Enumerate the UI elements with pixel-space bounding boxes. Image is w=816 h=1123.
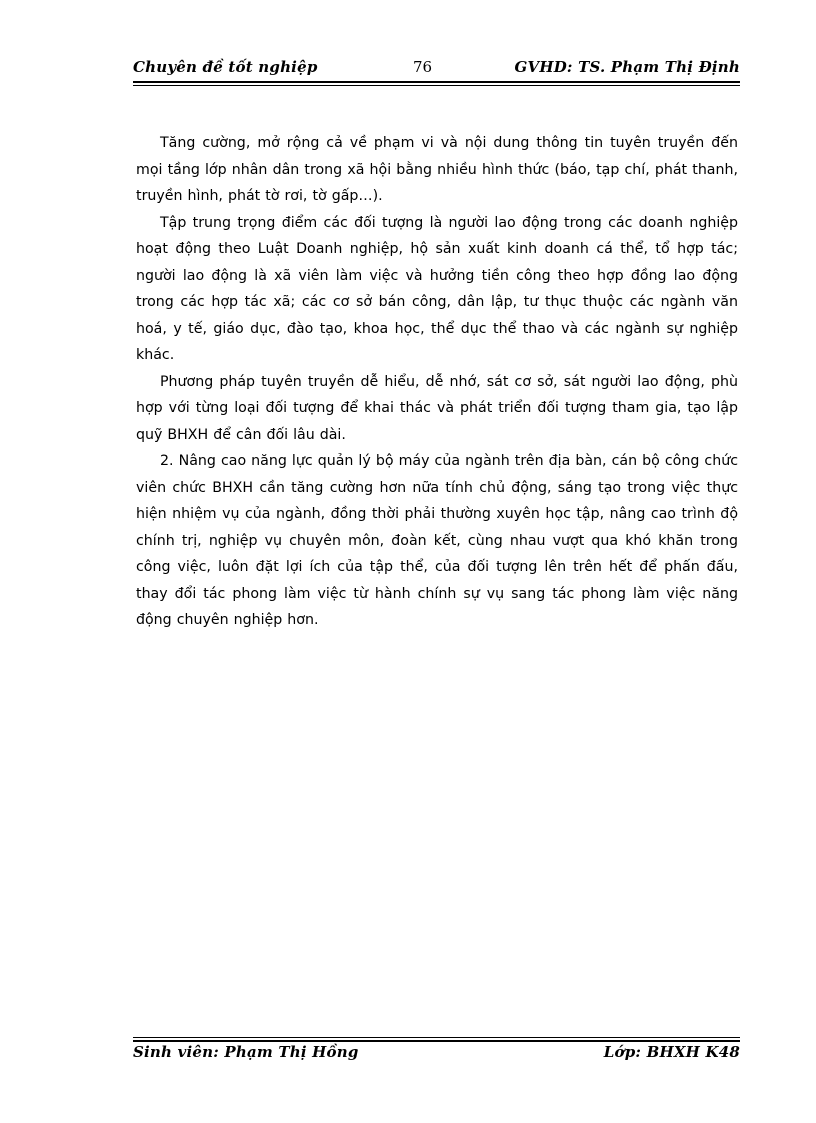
footer-class: Lớp: BHXH K48	[603, 1043, 740, 1061]
footer-rule-thin	[133, 1037, 740, 1038]
paragraph: Tăng cường, mở rộng cả về phạm vi và nội dung thông tin tuyên truyền đến mọi tầng lớp nhân dân trong xã hội bằng nhiều hình thức (báo, tạp chí, phát thanh, truyền hình, phát tờ rơi, tờ gấp…).	[136, 135, 738, 204]
header-title: Chuyên đề tốt nghiệp	[133, 58, 318, 76]
paragraph: Tập trung trọng điểm các đối tượng là người lao động trong các doanh nghiệp hoạt động theo Luật Doanh nghiệp, hộ sản xuất kinh doanh cá thể, tổ hợp tác; người lao động là xã viên làm việc và hưởng tiền công theo hợp đồng lao động trong các hợp tác xã; các cơ sở bán công, dân lập, tư thục thuộc các ngành văn hoá, y tế, giáo dục, đào tạo, khoa học, thể dục thể thao và các ngành sự nghiệp khác.	[136, 214, 738, 363]
header-rule-thick	[133, 81, 740, 83]
page-header	[133, 58, 740, 82]
paragraph: 2. Nâng cao năng lực quản lý bộ máy của ngành trên địa bàn, cán bộ công chức viên chức BHXH cần tăng cường hơn nữa tính chủ động, sáng tạo trong việc thực hiện nhiệm vụ của ngành, đồng thời phải thường xuyên học tập, nâng cao trình độ chính trị, nghiệp vụ chuyên môn, đoàn kết, cùng nhau vượt qua khó khăn trong công việc, luôn đặt lợi ích của tập thể, của đối tượng lên trên hết để phấn đấu, thay đổi tác phong làm việc từ hành chính sự vụ sang tác phong làm việc năng động chuyên nghiệp hơn.	[136, 453, 738, 628]
header-rule-thin	[133, 85, 740, 86]
header-advisor: GVHD: TS. Phạm Thị Định	[514, 58, 740, 76]
footer-student: Sinh viên: Phạm Thị Hồng	[133, 1043, 359, 1061]
body-content	[136, 130, 738, 634]
page-number: 76	[413, 58, 433, 76]
page-footer	[133, 1043, 740, 1067]
paragraph: Phương pháp tuyên truyền dễ hiểu, dễ nhớ, sát cơ sở, sát người lao động, phù hợp với từng loại đối tượng để khai thác và phát triển đối tượng tham gia, tạo lập quỹ BHXH để cân đối lâu dài.	[136, 373, 738, 443]
footer-rule-thick	[133, 1040, 740, 1042]
